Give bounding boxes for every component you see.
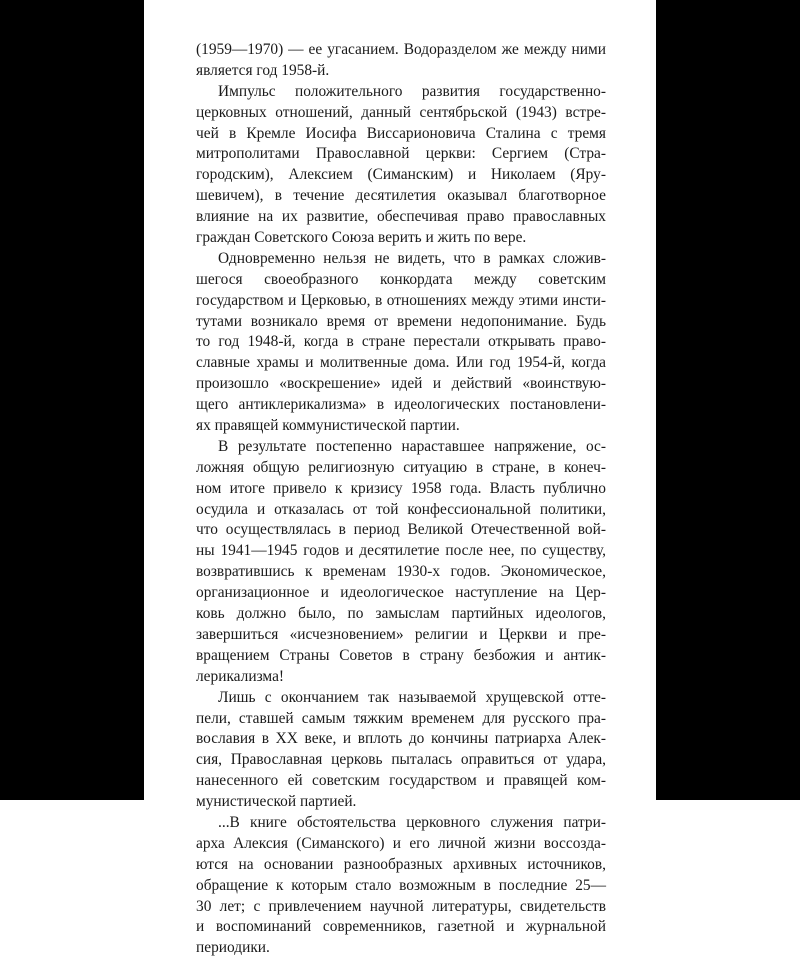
- text-line: ном итоге привело к кризису 1958 года. Власть публично: [196, 479, 606, 497]
- text-line: граждан Советского Союза верить и жить по вере.: [196, 229, 527, 247]
- text-line: Лишь с окончанием так называемой хрущевской отте-: [218, 688, 606, 706]
- text-line: вославия в XX веке, и вплоть до кончины патриарха Алек-: [196, 730, 606, 748]
- text-line: ...В книге обстоятельства церковного служения патри-: [218, 813, 606, 831]
- text-line: Импульс положительного развития государственно-: [218, 82, 606, 100]
- paragraph: [196, 40, 606, 82]
- text-line: (1959—1970) — ее угасанием. Водоразделом же между ними: [196, 41, 606, 58]
- text-line: чей в Кремле Иосифа Виссарионовича Сталина с тремя: [196, 124, 606, 142]
- text-line: 30 лет; с привлечением научной литературы, свидетельств: [196, 897, 606, 915]
- text-line: шегося своеобразного конкордата между советским: [196, 270, 606, 288]
- text-line: что осуществлялась в период Великой Отечественной вой-: [196, 521, 606, 539]
- book-page: [144, 0, 656, 957]
- text-line: возвратившись к временам 1930-х годов. Экономическое,: [196, 563, 606, 581]
- paragraph: [196, 249, 606, 437]
- text-line: сия, Православная церковь пыталась оправиться от удара,: [196, 751, 606, 769]
- paragraph: [196, 437, 606, 688]
- paragraph: [196, 82, 606, 249]
- text-line: Одновременно нельзя не видеть, что в рамках сложив-: [218, 249, 606, 267]
- left-margin-bar: [0, 0, 144, 800]
- text-line: лерикализма!: [196, 667, 285, 685]
- right-margin-bar: [656, 0, 800, 800]
- text-line: ложняя общую религиозную ситуацию в стране, в конеч-: [196, 458, 606, 476]
- text-line: произошло «воскрешение» идей и действий «воинствую-: [196, 375, 606, 393]
- text-line: тутами возникало время от времени недопонимание. Будь: [196, 312, 606, 330]
- text-line: пели, ставшей самым тяжким временем для русского пра-: [196, 709, 606, 727]
- text-line: мунистической партией.: [196, 793, 357, 811]
- text-line: В результате постепенно нараставшее напряжение, ос-: [218, 437, 606, 455]
- paragraph: [196, 813, 606, 959]
- text-line: нанесенного ей советским государством и правящей ком-: [196, 772, 606, 790]
- text-line: осудила и отказалась от той конфессиональной политики,: [196, 500, 606, 518]
- text-line: церковных отношений, данный сентябрьской (1943) встре-: [196, 103, 606, 121]
- text-line: является год 1958-й.: [196, 61, 330, 79]
- text-line: славные храмы и молитвенные дома. Или год 1954-й, когда: [196, 354, 606, 372]
- text-line: и воспоминаний современников, газетной и журнальной: [196, 918, 606, 936]
- text-line: ны 1941—1945 годов и десятилетие после нее, по существу,: [196, 542, 606, 560]
- text-line: ковь должно было, по замыслам партийных идеологов,: [196, 605, 606, 623]
- text-line: арха Алексия (Симанского) и его личной жизни воссозда-: [196, 834, 606, 852]
- paragraph: [196, 688, 606, 813]
- text-line: ются на основании разнообразных архивных источников,: [196, 855, 606, 873]
- text-line: ях правящей коммунистической партии.: [196, 417, 460, 435]
- text-line: вращением Страны Советов в страну безбожия и антик-: [196, 646, 606, 664]
- text-line: государством и Церковью, в отношениях между этими инсти-: [196, 291, 606, 309]
- text-line: организационное и идеологическое наступление на Цер-: [196, 584, 606, 602]
- text-line: шевичем), в течение десятилетия оказывал благотворное: [196, 187, 606, 205]
- text-line: обращение к которым стало возможным в последние 25—: [196, 876, 606, 894]
- text-line: митрополитами Православной церкви: Сергием (Стра-: [196, 145, 606, 163]
- text-line: то год 1948-й, когда в стране перестали открывать право-: [196, 333, 606, 351]
- text-line: влияние на их развитие, обеспечивая право православных: [196, 208, 606, 226]
- text-line: завершиться «исчезновением» религии и Церкви и пре-: [196, 625, 606, 643]
- body-text: [196, 40, 606, 959]
- text-line: периодики.: [196, 939, 270, 957]
- text-line: городским), Алексием (Симанским) и Николаем (Яру-: [196, 166, 606, 184]
- text-line: щего антиклерикализма» в идеологических постановлени-: [196, 396, 606, 414]
